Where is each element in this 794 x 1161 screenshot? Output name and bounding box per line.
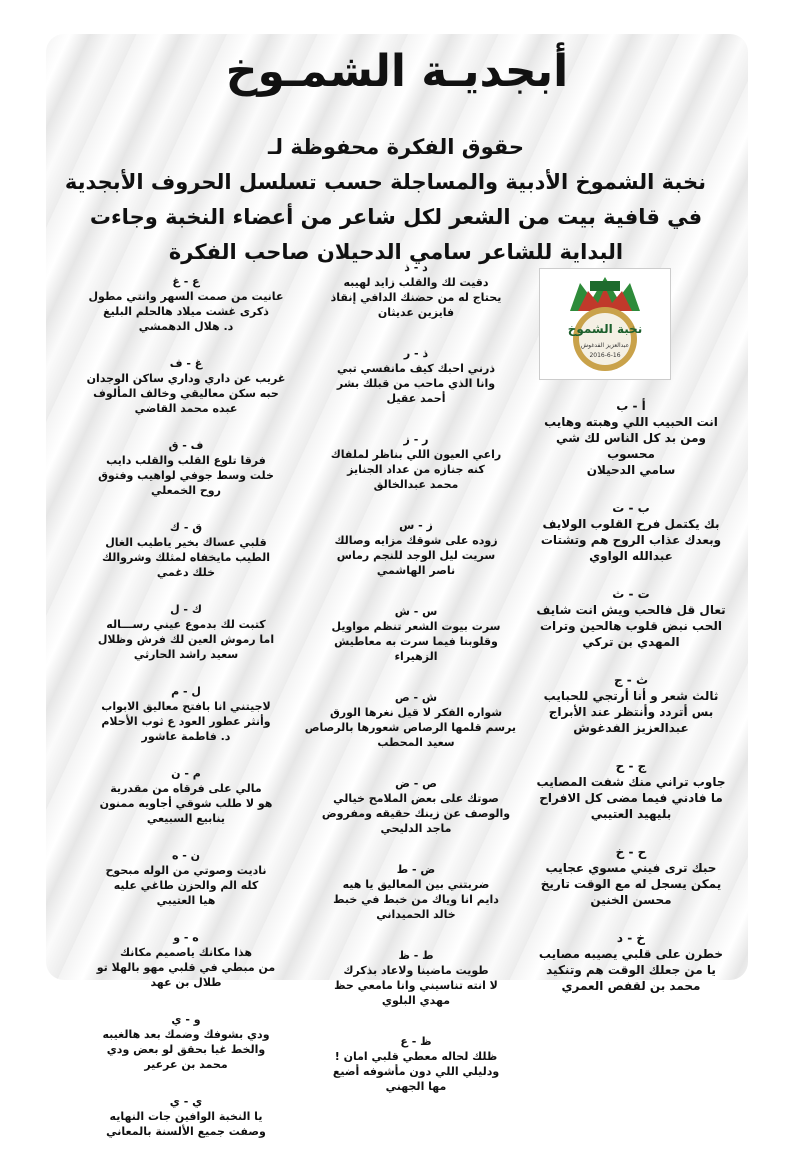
letter-pair-heading: س - ش: [394, 605, 438, 618]
verse-author: هيا العتيبي: [156, 894, 216, 907]
verse-author: أحمد عقيل: [386, 392, 446, 405]
verse-entry: [531, 844, 731, 908]
verse-line: ذكرى غشت ميلاد هالحلم البليغ: [103, 305, 269, 318]
verse-entry: [86, 766, 286, 826]
letter-pair-heading: ح - خ: [615, 845, 647, 859]
verse-line: مالي على فرقاه من مقدرية: [110, 782, 262, 795]
verse-line: لا انته تناسيني وانا مامعي حظ: [334, 979, 498, 992]
verse-author: محمد بن عرعير: [144, 1058, 228, 1071]
verse-author: روح الخمعلي: [151, 484, 221, 497]
letter-pair-heading: ص - ض: [395, 777, 437, 790]
letter-pair-heading: ض - ط: [396, 863, 436, 876]
letter-pair-heading: ل - م: [171, 685, 201, 698]
verse-line: الحب نبض قلوب هالحين وترات: [539, 619, 723, 633]
verse-author: عبدالعزيز الفدغوش: [573, 721, 689, 735]
verse-line: كنه جنازه من عداد الجنايز: [347, 463, 485, 476]
verse-author: الزهيراء: [394, 650, 438, 663]
verse-line: حبه سكن معاليقي وخالف المألوف: [93, 387, 279, 400]
verse-line: خلت وسط جوفي لواهيب وفتوق: [98, 469, 274, 482]
verse-line: دقيت لك والقلب زايد لهيبه: [343, 276, 489, 289]
verse-author: سعيد راشد الحارثي: [133, 648, 239, 661]
verse-entry: [86, 1012, 286, 1072]
verse-line: وبعدك عذاب الروح هم وتشتات: [540, 533, 722, 547]
intro-line: نخبة الشموخ الأدبية والمساجلة حسب تسلسل الحروف الأبجدية: [64, 170, 706, 194]
verse-line: يا النخبة الوافين جات النهايه: [109, 1110, 263, 1123]
verse-line: وقلوبنا فيما سرت به معاطيش: [334, 635, 498, 648]
letter-pair-heading: ع - غ: [172, 275, 200, 288]
logo-date: 2016-6-16: [589, 352, 621, 359]
verse-line: يرسم قلمها الرصاص شعورها بالرصاص: [304, 721, 516, 734]
verse-line: وأنثر عطور العود ع ثوب الأحلام: [101, 715, 271, 728]
verse-line: دايم انا وياك من خبط في خبط: [333, 893, 499, 906]
verse-entry: [316, 1034, 516, 1094]
letter-pair-heading: ن - ه: [171, 849, 201, 862]
intro-text: [64, 130, 706, 270]
letter-pair-heading: ك - ل: [170, 603, 202, 616]
verse-line: ومن بد كل الناس لك شي: [556, 431, 706, 445]
verse-author: خلك دغمي: [156, 566, 216, 579]
verse-line: طويت ماضينا ولاعاد بذكرك: [343, 964, 489, 977]
intro-line: في قافية بيت من الشعر لكل شاعر من أعضاء النخبة وجاءت: [89, 205, 703, 229]
verse-entry: [316, 260, 516, 320]
logo-sub: عبدالعزيز الفدغوش: [580, 342, 630, 349]
verse-line: صوتك على بعض الملامح خيالي: [333, 792, 499, 805]
middle-column: [304, 260, 516, 1120]
verse-line: جاوب تراني منك شفت المصايب: [536, 775, 726, 789]
verse-entry: [316, 604, 516, 664]
verse-entry: [86, 602, 286, 662]
letter-pair-heading: م - ن: [171, 767, 201, 780]
verse-line: ناديت وصوتي من الوله مبحوح: [105, 864, 267, 877]
verse-author: عبدالله الواوي: [589, 549, 673, 563]
verse-author: محمد عبدالخالق: [373, 478, 459, 491]
verse-author: مها الجهني: [385, 1080, 447, 1093]
verse-line: ما فادني فيما مضى كل الافراح: [539, 791, 723, 805]
letter-pair-heading: ش - ص: [394, 691, 438, 704]
verse-author: المهدي بن تركي: [582, 635, 680, 649]
verse-entry: [316, 948, 516, 1008]
letter-pair-heading: ب - ت: [612, 501, 650, 515]
letter-pair-heading: ث - ج: [613, 673, 649, 687]
verse-entry: [531, 500, 731, 564]
verse-entry: [86, 274, 286, 334]
verse-line: الطيب مايخفاه لمثلك وشروالك: [102, 551, 270, 564]
verse-line: انت الحبيب اللي وهبته وهايب: [544, 415, 718, 429]
verse-author: مهدي البلوي: [381, 994, 451, 1007]
letter-pair-heading: ط - ظ: [398, 949, 434, 962]
logo-emblem-icon: [540, 269, 670, 379]
left-column: [86, 274, 286, 1161]
letter-pair-heading: ه - و: [173, 931, 199, 944]
letter-pair-heading: ت - ث: [612, 587, 650, 601]
intro-line: البداية للشاعر سامي الدحيلان صاحب الفكرة: [168, 240, 624, 264]
verse-line: هذا مكانك ياصميم مكانك: [119, 946, 253, 959]
verse-line: راعي العيون اللي بناظر لملفاك: [330, 448, 502, 461]
poster-card: [46, 34, 748, 1138]
verse-author: محسن الخنين: [590, 893, 672, 907]
verse-author: ماجد الدليحي: [380, 822, 452, 835]
verse-author: خالد الحميداني: [376, 908, 456, 921]
verse-entry: [316, 432, 516, 492]
verse-line: زوده على شوقك مزايه وصالك: [334, 534, 498, 547]
verse-line: تعال قل فالحب ويش انت شايف: [536, 603, 726, 617]
verse-entry: [531, 398, 731, 478]
letter-pair-heading: ر - ز: [403, 433, 429, 446]
verse-line: بك يكتمل فرح القلوب الولايف: [542, 517, 720, 531]
verse-line: شواره الفكر لا قيل نغرها الورق: [329, 706, 503, 719]
verse-entry: [86, 1094, 286, 1139]
verse-line: كله الم والحزن طاغي عليه: [113, 879, 259, 892]
verse-line: والوصف عن زينك حقيقه ومفروض: [321, 807, 511, 820]
verse-line: سرت بيوت الشعر تنظم مواويل: [331, 620, 501, 633]
verse-entry: [316, 776, 516, 836]
letter-pair-heading: ق - ك: [169, 521, 203, 534]
verse-entry: [86, 356, 286, 416]
verse-line: يحتاج له من حضنك الدافي إنقاذ: [330, 291, 502, 304]
verse-entry: [316, 518, 516, 578]
verse-line: ذرني احبك كيف مانفسي تبي: [336, 362, 496, 375]
letter-pair-heading: ز - س: [399, 519, 433, 532]
verse-line: من مبطي في قلبي مهو بالهلا تو: [96, 961, 276, 974]
letter-pair-heading: ف - ق: [168, 439, 204, 452]
verse-line: سريت ليل الوجد للنجم رماس: [336, 549, 496, 562]
verse-line: قلبي عساك بخير ياطيب الغال: [105, 536, 267, 549]
letter-pair-heading: خ - د: [616, 931, 646, 945]
verse-author: محمد بن لقفص العمري: [561, 979, 701, 993]
verse-author: سعيد المحطب: [377, 736, 455, 749]
verse-line: عانيت من صمت السهر وانتي مطول: [88, 290, 284, 303]
letter-pair-heading: أ - ب: [616, 399, 646, 413]
verse-line: وصفت جميع الألسنة بالمعاني: [106, 1125, 266, 1138]
verse-line: يمكن يسجل له مع الوقت تاريخ: [540, 877, 722, 891]
verse-author: د. هلال الدهمشي: [138, 320, 234, 333]
verse-author: ينابيع السبيعي: [146, 812, 226, 825]
verse-line: ودليلي اللي دون مأشوفه أضيع: [332, 1065, 500, 1078]
verse-line: فرقا تلوع القلب والقلب دايب: [106, 454, 266, 467]
verse-author: سامي الدحيلان: [586, 463, 676, 477]
group-logo: [539, 268, 671, 380]
verse-entry: [316, 346, 516, 406]
verse-line: ودي بشوفك وضمك بعد هالغيبه: [102, 1028, 270, 1041]
verse-entry: [531, 586, 731, 650]
verse-entry: [304, 690, 516, 750]
verse-author: فايزين عديثان: [377, 306, 455, 319]
letter-pair-heading: و - ي: [171, 1013, 201, 1026]
verse-entry: [531, 672, 731, 736]
verse-line: هو لا طلب شوقي أجاويه ممنون: [99, 797, 273, 810]
verse-line: والخط غيا بحقق لو بعض ودي: [106, 1043, 266, 1056]
verse-entry: [316, 862, 516, 922]
intro-line: حقوق الفكرة محفوظة لـ: [268, 135, 524, 159]
verse-entry: [86, 848, 286, 908]
verse-line: ضربتني بين المعاليق يا هيه: [342, 878, 490, 891]
verse-line: لاجيتني انا بافتح معاليق الابواب: [101, 700, 271, 713]
verse-line: اما رموش العين لك فرش وظلال: [97, 633, 275, 646]
verse-line: يا من جعلك الوقت هم وتنكيد: [546, 963, 716, 977]
logo-text: نخبة الشموخ: [567, 322, 643, 336]
verse-entry: [86, 438, 286, 498]
verse-line: وانا الذي ماحب من قبلك بشر: [336, 377, 496, 390]
verse-author: د. فاطمة عاشور: [141, 730, 231, 743]
verse-author: عبده محمد القاضي: [134, 402, 238, 415]
verse-entry: [86, 684, 286, 744]
page-title: أبجديـة الشمـوخ: [225, 46, 569, 97]
letter-pair-heading: د - ذ: [404, 261, 428, 274]
letter-pair-heading: ظ - ع: [400, 1035, 432, 1048]
verse-author: طلال بن عهد: [150, 976, 222, 989]
verse-entry: [86, 520, 286, 580]
verse-entry: [86, 930, 286, 990]
letter-pair-heading: ج - ح: [615, 759, 647, 773]
verse-line: ثالث شعر و أنا أرتجي للحبايب: [543, 689, 719, 703]
verse-line: غريب عن داري وداري ساكن الوجدان: [86, 372, 286, 385]
letter-pair-heading: ي - ي: [169, 1095, 203, 1108]
right-column: [531, 398, 731, 1016]
verse-line: خطرن على قلبي يصيبه مصايب: [538, 947, 724, 961]
verse-line: ظلك لحاله معطي قلبي امان !: [334, 1050, 498, 1063]
verse-author: ناصر الهاشمي: [376, 564, 456, 577]
letter-pair-heading: غ - ف: [169, 357, 203, 370]
verse-line: كتبت لك بدموع عيني رســـاله: [106, 618, 266, 631]
verse-author: بليهيد العتيبي: [590, 807, 672, 821]
verse-entry: [531, 930, 731, 994]
verse-entry: [531, 758, 731, 822]
verse-line: بس أتردد وأنتظر عند الأبراج: [548, 705, 714, 719]
verse-line: حبك ترى فيني مسوي عجايب: [545, 861, 717, 875]
verse-line: محسوب: [607, 447, 655, 461]
letter-pair-heading: ذ - ر: [403, 347, 429, 360]
